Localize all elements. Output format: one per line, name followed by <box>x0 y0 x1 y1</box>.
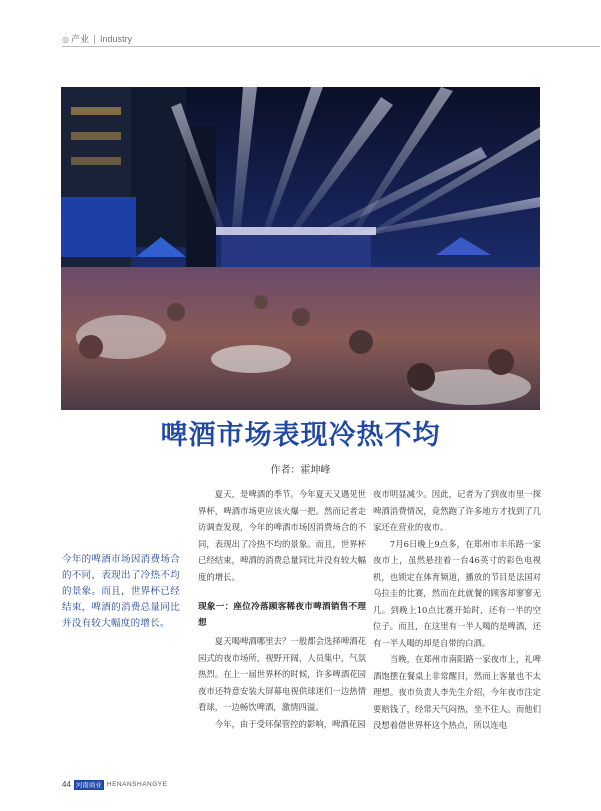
magazine-name-en: HENANSHANGYE <box>106 781 168 788</box>
body-paragraph: 7月6日晚上9点多，在郑州市丰乐路一家夜市上，虽然悬挂着一台46英寸的彩色电视机，也锁定在体育频道，播放的节目是法国对乌拉圭的比赛，然而在此就餐的顾客却寥寥无几。到晚上10点比赛开始时，还有一半的空位子。而且，在这里有一半人喝的是啤酒，还有一半人喝的却是自带的白酒。 <box>373 538 541 648</box>
body-paragraph: 夜市明显减少。因此，记者为了到夜市里一探啤酒消费情况，竟然跑了许多地方才找到了几家还在营业的夜市。 <box>373 489 541 532</box>
section-header <box>62 31 600 47</box>
body-paragraph: 夏天喝啤酒哪里去？一般都会选择啤酒花园式的夜市场所，视野开阔，人员集中，气氛热烈。在上一届世界杯的时候，许多啤酒花园夜市还特意安装大屏幕电视供球迷们一边热情看球，一边畅饮啤酒，激情四溢。 <box>198 636 366 712</box>
body-paragraph: 当晚，在郑州市南阳路一家夜市上，礼啤酒饱摆在餐桌上非常醒目，然而上客量也不太理想。夜市负责人李先生介绍，今年夜市注定要赔钱了，经常天气闷热，坐不住人。而他们没想着借世界杯这个热点，所以连电 <box>373 654 541 730</box>
section-bullet-icon: ◎ <box>62 35 69 44</box>
night-market-crowd-image <box>61 87 540 410</box>
page-number: 44 <box>62 780 71 789</box>
pull-quote: 今年的啤酒市场因消费场合的不同，表现出了冷热不均的景象。而且，世界杯已经结束，啤酒的消费总量同比并没有较大幅度的增长。 <box>62 554 180 629</box>
article-title: 啤酒市场表现冷热不均 <box>160 420 441 451</box>
page-footer <box>62 778 167 792</box>
section-subheading: 现象一：座位冷落顾客稀夜市啤酒销售不理想 <box>198 602 366 628</box>
section-name-cn: 产业 <box>70 35 89 45</box>
body-paragraph: 今年，由于受环保管控的影响，啤酒花园 <box>214 718 366 729</box>
body-paragraph: 夏天，是啤酒的季节。今年夏天又遇见世界杯，啤酒市场更应该火爆一把。然而记者走访调查发现，今年的啤酒市场因消费场合的不同，表现出了冷热不均的景象。而且，世界杯已经结束，啤酒的消费总量同比并没有较大幅度的增长。 <box>198 489 366 582</box>
article-author: 作者：霍坤峰 <box>270 465 331 476</box>
header-rule <box>62 46 600 47</box>
section-name-en: Industry <box>100 34 133 44</box>
beer-festival-photo <box>61 87 540 410</box>
body-column-right <box>373 486 541 734</box>
section-divider: | <box>93 35 97 45</box>
body-column-left <box>198 486 366 732</box>
magazine-name-cn: 河南商业 <box>75 781 102 789</box>
